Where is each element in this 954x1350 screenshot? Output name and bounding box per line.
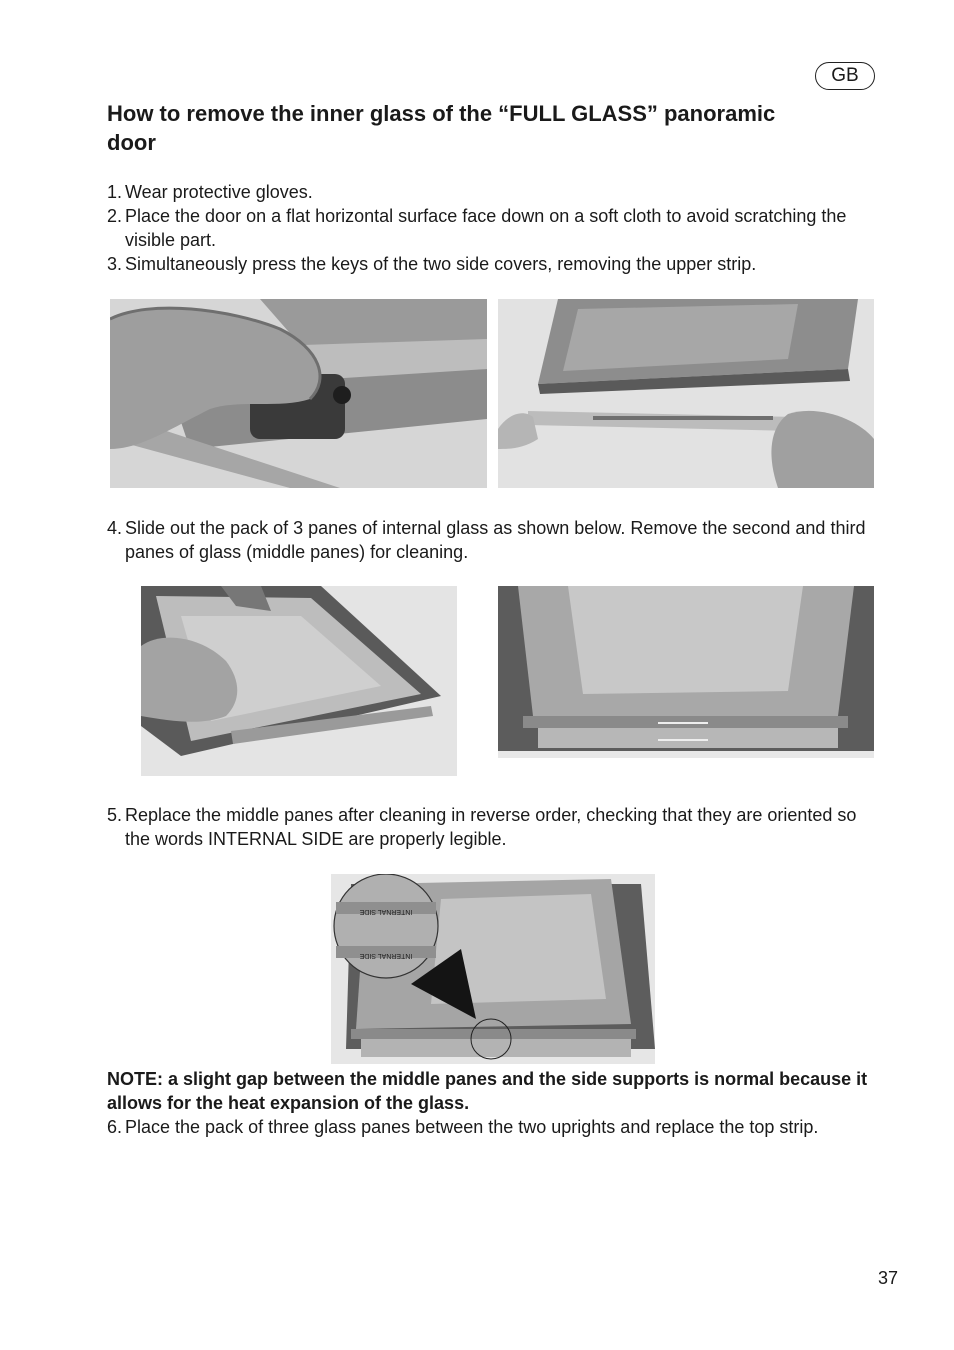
page-number: 37 [878,1268,899,1288]
photo-slide-out-panes [141,586,457,776]
photo-internal-side-labels [331,874,655,1064]
step-2 [107,204,877,252]
internal-side-label: INTERNAL SIDE [359,908,413,915]
step-number: 6. [107,1117,123,1137]
step-number: 2. [107,206,123,226]
step-number: 5. [107,805,123,825]
step-6 [107,1115,877,1139]
photo-door-panes [498,586,874,758]
step-5 [107,803,877,851]
page-title: How to remove the inner glass of the “FULL GLASS” panoramic door [107,101,776,155]
step-4 [107,516,877,564]
step-3 [107,252,877,276]
step-1 [107,180,877,204]
steps-group-4 [107,1115,877,1139]
step-text: Slide out the pack of 3 panes of internal glass as shown below. Remove the second and third panes of glass (middle panes) for cleaning. [125,518,866,562]
step-text: Place the pack of three glass panes between the two uprights and replace the top strip. [125,1117,819,1137]
steps-group-2 [107,516,877,564]
step-text: Replace the middle panes after cleaning in reverse order, checking that they are oriented so the words INTERNAL SIDE are properly legible. [125,805,857,849]
step-text: Simultaneously press the keys of the two side covers, removing the upper strip. [125,254,757,274]
step-number: 4. [107,518,123,538]
note-text: NOTE: a slight gap between the middle panes and the side supports is normal because it allows for the heat expansion of the glass. [107,1069,868,1113]
step-number: 1. [107,182,123,202]
step-number: 3. [107,254,123,274]
steps-group-1 [107,180,877,276]
photo-press-side-key [110,299,487,488]
internal-side-label: INTERNAL SIDE [359,952,413,959]
steps-group-3 [107,803,877,851]
photo-remove-upper-strip [498,299,874,488]
language-badge: GB [815,62,875,90]
step-text: Place the door on a flat horizontal surface face down on a soft cloth to avoid scratching the visible part. [125,206,847,250]
step-text: Wear protective gloves. [125,182,313,202]
